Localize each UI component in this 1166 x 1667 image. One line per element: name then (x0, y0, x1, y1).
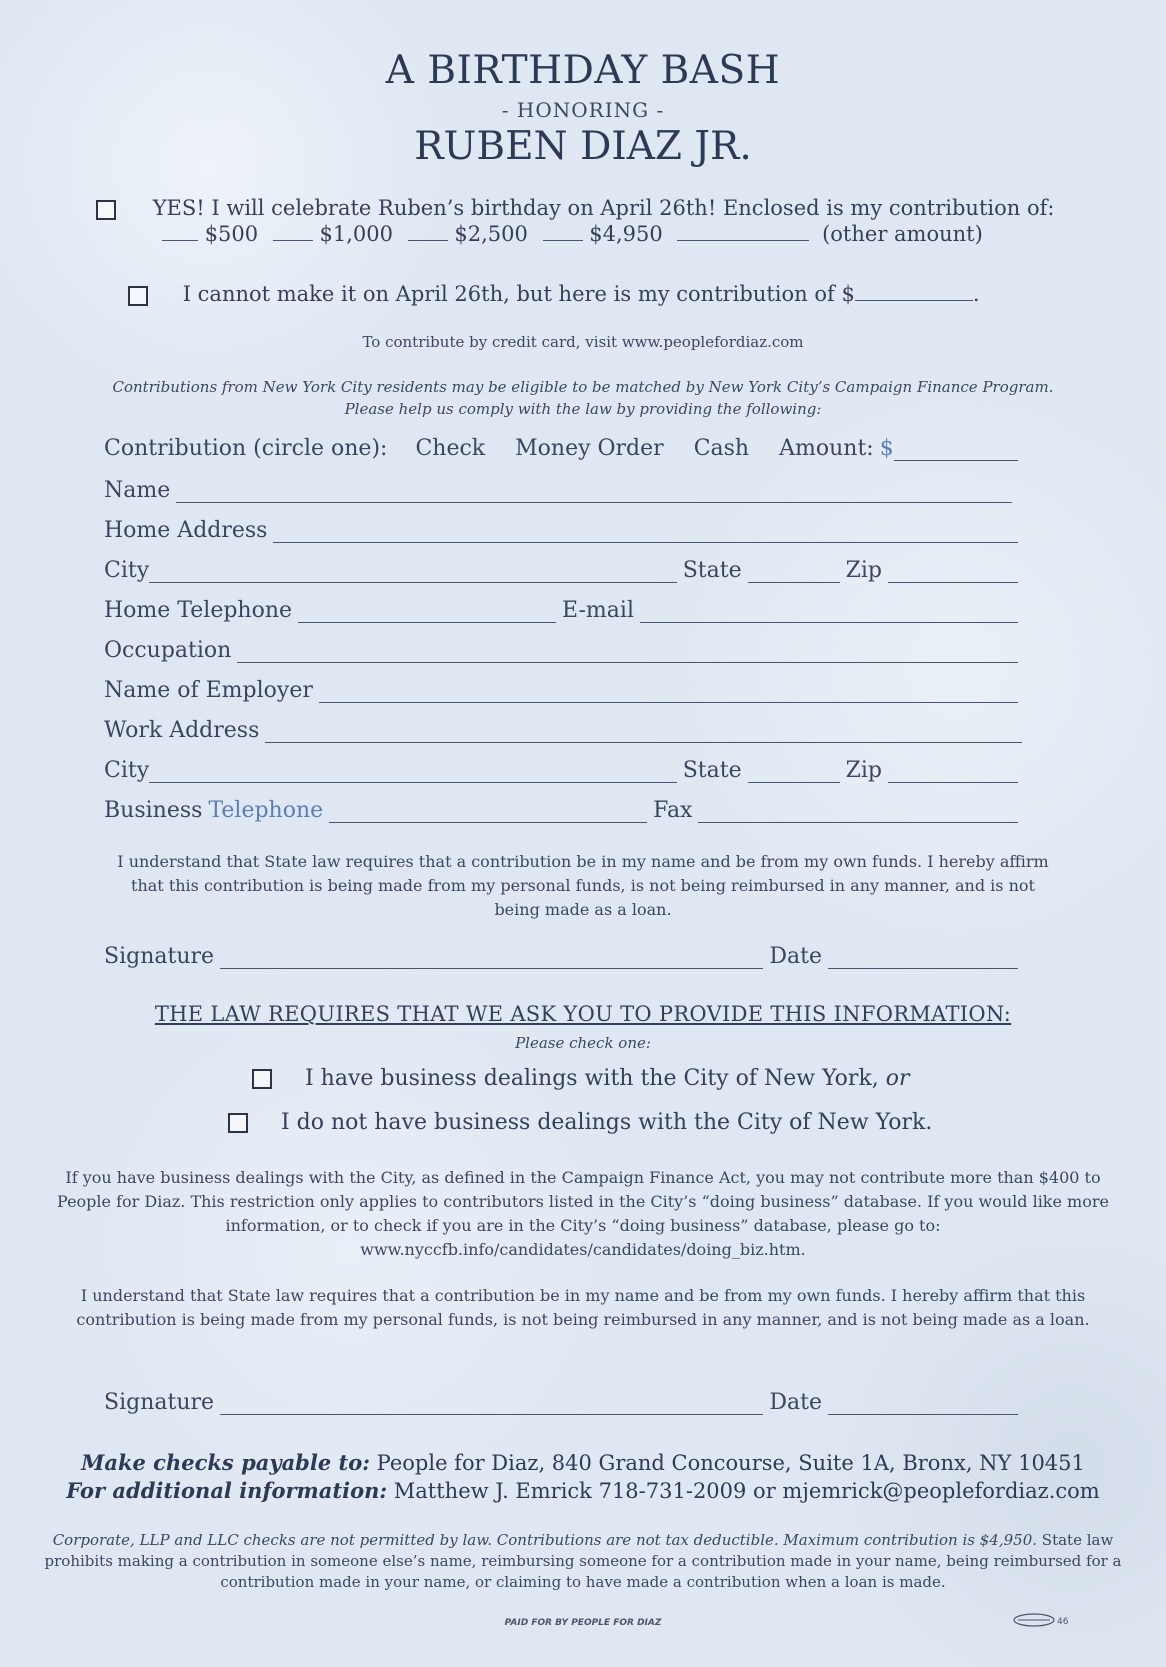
work-city-row (104, 758, 1024, 783)
amount-4950-blank[interactable] (543, 222, 583, 241)
prohibition-notice: State law prohibits making a contribution in someone else’s name, reimbursing someone for a contribution made in your name, being reimbursed for a contribution made in your name, or claiming to have made a contribution when a loan is made. (44, 1531, 1122, 1591)
business-phone-row (104, 798, 1024, 823)
payable-line (0, 1450, 1166, 1475)
amount-500-blank[interactable] (162, 222, 198, 241)
union-bug-icon (1012, 1612, 1070, 1628)
option-money-order[interactable]: Money Order (515, 436, 664, 461)
work-city-field[interactable] (149, 762, 677, 783)
payable-label: Make checks payable to: (81, 1450, 370, 1475)
amount-options-row (162, 222, 983, 246)
info-line (0, 1478, 1166, 1503)
event-title: A BIRTHDAY BASH (385, 48, 781, 93)
business-dealings-yes-text: I have business dealings with the City of New York, (305, 1066, 879, 1091)
option-check[interactable]: Check (415, 436, 486, 461)
signature-field-1[interactable] (220, 948, 763, 969)
home-phone-row (104, 598, 1024, 623)
paid-for-by: PAID FOR BY PEOPLE FOR DIAZ (504, 1618, 662, 1628)
work-zip-field[interactable] (888, 762, 1018, 783)
employer-row (104, 678, 1024, 703)
amount-field[interactable] (894, 440, 1018, 461)
home-telephone-field[interactable] (298, 602, 556, 623)
date-field-1[interactable] (828, 948, 1018, 969)
nyc-matching-notice: Contributions from New York City residents may be eligible to be matched by New York City’s Campaign Finance Program. Please help us comply with the law by providing the following: (112, 378, 1054, 418)
amount-1000-label: $1,000 (319, 222, 393, 246)
business-dealings-no-checkbox[interactable] (228, 1113, 248, 1133)
cannot-amount-blank[interactable] (855, 282, 973, 301)
amount-4950-label: $4,950 (589, 222, 663, 246)
home-address-field[interactable] (273, 522, 1018, 543)
date-label-2: Date (769, 1390, 822, 1415)
work-state-field[interactable] (748, 762, 840, 783)
info-contact: Matthew J. Emrick 718-731-2009 or mjemrick@peoplefordiaz.com (393, 1479, 1100, 1503)
rsvp-cannot-checkbox[interactable] (128, 286, 148, 306)
home-state-field[interactable] (748, 562, 840, 583)
work-zip-label: Zip (845, 758, 882, 783)
work-state-label: State (682, 758, 742, 783)
business-dealings-no-text: I do not have business dealings with the City of New York. (281, 1110, 933, 1135)
occupation-field[interactable] (237, 642, 1018, 663)
home-zip-field[interactable] (888, 562, 1018, 583)
home-city-label: City (104, 558, 150, 583)
info-label: For additional information: (66, 1478, 388, 1503)
home-address-label: Home Address (104, 518, 268, 543)
contribution-type-label: Contribution (circle one): (104, 436, 388, 461)
union-bug-number: 46 (1057, 1617, 1069, 1627)
honoree-name: RUBEN DIAZ JR. (414, 124, 752, 169)
affirmation-1: I understand that State law requires that a contribution be in my name and be from my own funds. I hereby affirm that this contribution is being made from my personal funds, is not being reimbursed in any manner, and is not being made as a loan. (117, 852, 1049, 919)
amount-1000-blank[interactable] (273, 222, 313, 241)
amount-other-blank[interactable] (677, 222, 809, 241)
footer-legal (40, 1530, 1126, 1593)
amount-2500-blank[interactable] (408, 222, 448, 241)
work-city-label: City (104, 758, 150, 783)
work-address-field[interactable] (265, 722, 1022, 743)
date-field-2[interactable] (828, 1394, 1018, 1415)
law-heading: THE LAW REQUIRES THAT WE ASK YOU TO PROVIDE THIS INFORMATION: (154, 1002, 1012, 1026)
occupation-label: Occupation (104, 638, 232, 663)
signature-label-1: Signature (104, 944, 215, 969)
name-field[interactable] (176, 482, 1012, 503)
business-telephone-field[interactable] (329, 802, 647, 823)
amount-500-label: $500 (204, 222, 259, 246)
work-address-row (104, 718, 1028, 743)
credit-card-note: To contribute by credit card, visit www.peoplefordiaz.com (362, 333, 804, 351)
name-label: Name (104, 478, 171, 503)
rsvp-cannot-row (128, 282, 980, 306)
business-dealings-no-row (228, 1110, 932, 1135)
amount-2500-label: $2,500 (454, 222, 528, 246)
signature-label-2: Signature (104, 1390, 215, 1415)
cannot-period: . (972, 282, 980, 306)
corporate-notice: Corporate, LLP and LLC checks are not permitted by law. Contributions are not tax deductible. Maximum contribution is $4,950. (52, 1531, 1038, 1549)
payable-address: People for Diaz, 840 Grand Concourse, Suite 1A, Bronx, NY 10451 (376, 1451, 1085, 1475)
or-text: or (885, 1066, 910, 1091)
business-dealings-yes-checkbox[interactable] (252, 1069, 272, 1089)
home-city-field[interactable] (149, 562, 677, 583)
option-cash[interactable]: Cash (693, 436, 750, 461)
rsvp-yes-row (96, 196, 1054, 220)
home-telephone-label: Home Telephone (104, 598, 293, 623)
employer-label: Name of Employer (104, 678, 313, 703)
amount-label: Amount: (779, 436, 874, 461)
occupation-row (104, 638, 1024, 663)
contribution-type-row (104, 436, 1024, 461)
email-field[interactable] (640, 602, 1018, 623)
fax-field[interactable] (698, 802, 1018, 823)
signature-row-1 (104, 944, 1024, 969)
business-dealings-yes-row (252, 1066, 910, 1091)
work-address-label: Work Address (104, 718, 260, 743)
email-label: E-mail (562, 598, 634, 623)
name-row (104, 478, 1018, 503)
signature-row-2 (104, 1390, 1024, 1415)
rsvp-cannot-text: I cannot make it on April 26th, but here is my contribution of $ (182, 282, 855, 306)
home-state-label: State (682, 558, 742, 583)
home-address-row (104, 518, 1024, 543)
signature-field-2[interactable] (220, 1394, 763, 1415)
telephone-label: Telephone (208, 798, 324, 823)
employer-field[interactable] (319, 682, 1018, 703)
rsvp-yes-checkbox[interactable] (96, 200, 116, 220)
amount-symbol: $ (879, 436, 894, 461)
home-city-row (104, 558, 1024, 583)
business-dealings-paragraph: If you have business dealings with the City, as defined in the Campaign Finance Act, you may not contribute more than $400 to People for Diaz. This restriction only applies to contributors listed in the City’s “doing business” database. If you would like more information, or to check if you are in the City’s “doing business” database, please go to: www.nyccfb.info/candidates/candidates/doing_biz.htm. (57, 1168, 1109, 1259)
fax-label: Fax (653, 798, 693, 823)
event-subtitle: - HONORING - (501, 98, 665, 122)
amount-other-label: (other amount) (822, 222, 983, 246)
affirmation-2: I understand that State law requires that a contribution be in my name and be from my own funds. I hereby affirm that this contribution is being made from my personal funds, is not being reimbursed in any manner, and is not being made as a loan. (76, 1286, 1090, 1329)
please-check-one: Please check one: (515, 1034, 651, 1052)
date-label-1: Date (769, 944, 822, 969)
rsvp-yes-text: YES! I will celebrate Ruben’s birthday on April 26th! Enclosed is my contribution of: (152, 196, 1055, 220)
business-label: Business (104, 798, 203, 823)
home-zip-label: Zip (845, 558, 882, 583)
